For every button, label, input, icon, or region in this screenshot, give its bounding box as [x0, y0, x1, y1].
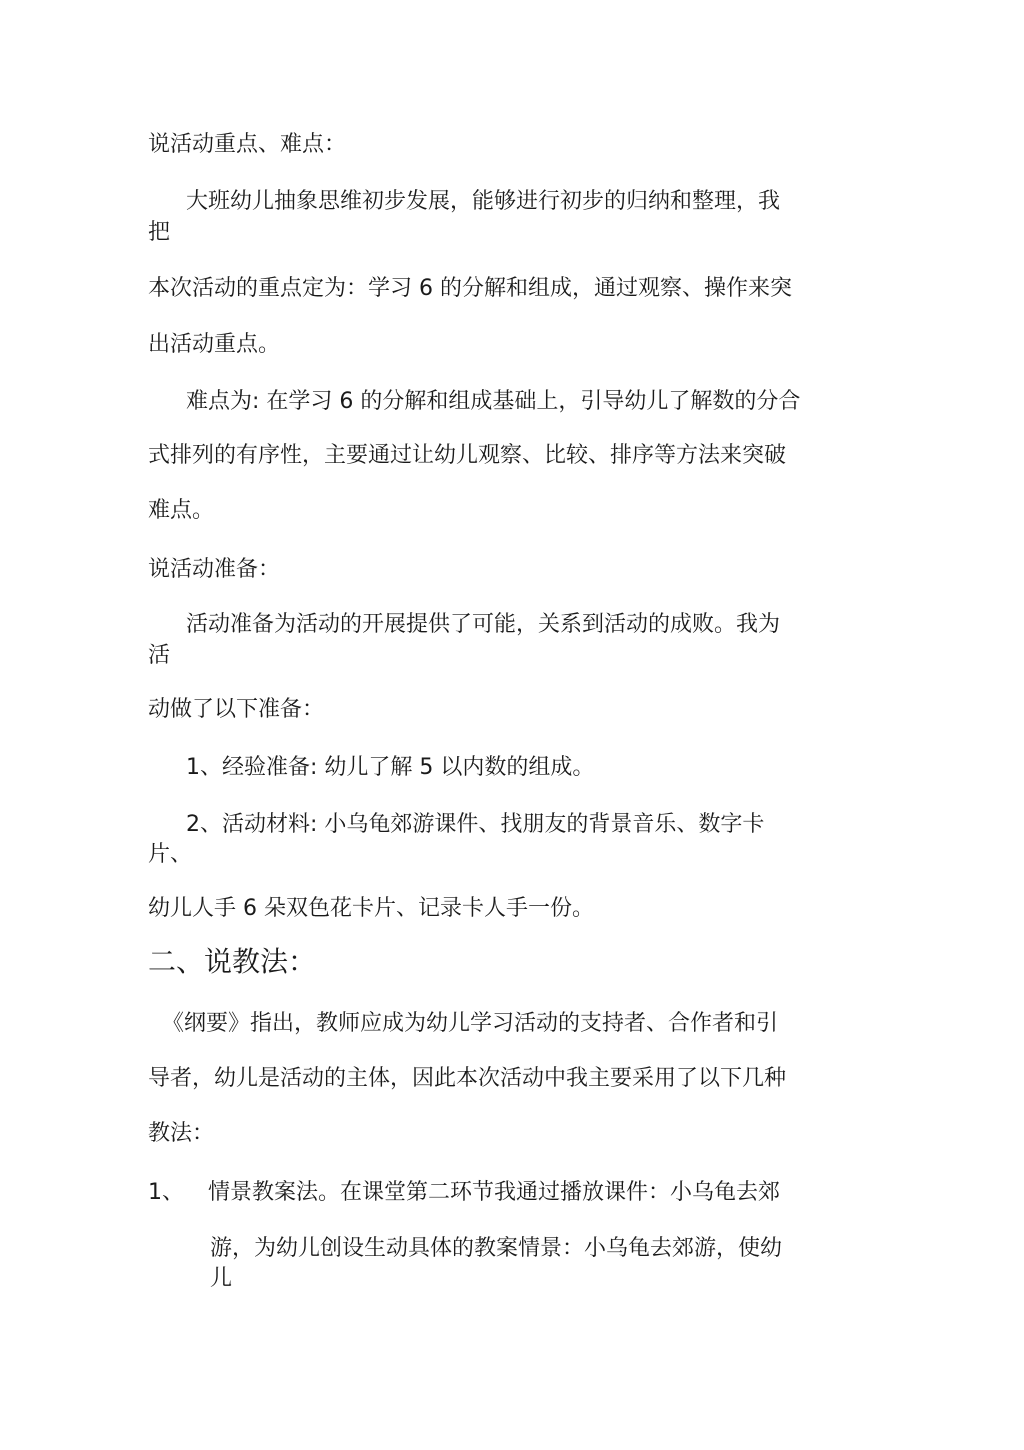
section-heading-key-points: 说活动重点、难点： [148, 132, 347, 157]
paragraph-line: 难点为: 在学习 6 的分解和组成基础上，引导幼儿了解数的分合 [186, 389, 801, 414]
paragraph-line: 教法： [148, 1121, 215, 1146]
section-heading-preparation: 说活动准备： [148, 557, 281, 582]
paragraph-line: 大班幼儿抽象思维初步发展，能够进行初步的归纳和整理，我 [186, 189, 781, 214]
list-item: 情景教案法。在课堂第二环节我通过播放课件：小乌龟去郊 [208, 1180, 781, 1205]
section-heading-teaching-methods: 二、说教法： [148, 945, 317, 978]
paragraph-line: 游，为幼儿创设生动具体的教案情景：小乌龟去郊游，使幼 [210, 1236, 783, 1261]
paragraph-line: 《纲要》指出，教师应成为幼儿学习活动的支持者、合作者和引 [162, 1011, 779, 1036]
list-number: 1、 [148, 1180, 184, 1205]
paragraph-line: 难点。 [148, 498, 215, 523]
paragraph-line: 把 [148, 220, 171, 245]
paragraph-line: 导者，幼儿是活动的主体，因此本次活动中我主要采用了以下几种 [148, 1066, 787, 1091]
paragraph-line: 动做了以下准备： [148, 697, 325, 722]
paragraph-line: 活动准备为活动的开展提供了可能，关系到活动的成败。我为 [186, 612, 781, 637]
paragraph-line: 本次活动的重点定为：学习 6 的分解和组成，通过观察、操作来突 [148, 276, 792, 301]
list-item: 1、经验准备: 幼儿了解 5 以内数的组成。 [186, 755, 595, 780]
paragraph-line: 片、 [148, 842, 193, 867]
paragraph-line: 活 [148, 643, 171, 668]
paragraph-line: 幼儿人手 6 朵双色花卡片、记录卡人手一份。 [148, 896, 594, 921]
list-item: 2、活动材料: 小乌龟郊游课件、找朋友的背景音乐、数字卡 [186, 812, 765, 837]
paragraph-line: 出活动重点。 [148, 332, 281, 357]
paragraph-line: 儿 [210, 1266, 233, 1291]
paragraph-line: 式排列的有序性，主要通过让幼儿观察、比较、排序等方法来突破 [148, 443, 787, 468]
